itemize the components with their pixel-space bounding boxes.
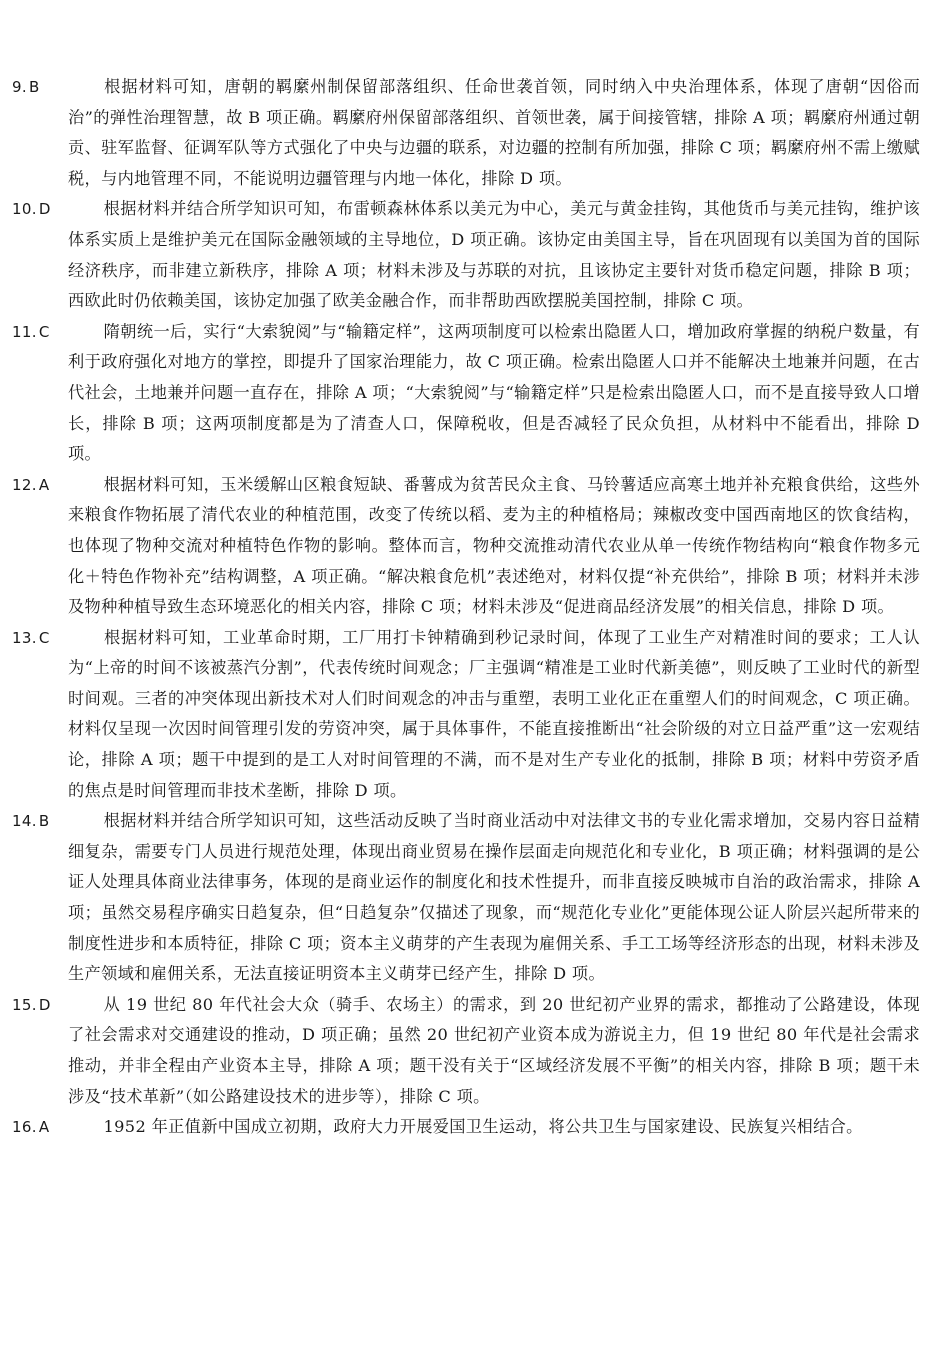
answer-label: 16. A bbox=[12, 1118, 50, 1137]
answer-label: 12. A bbox=[12, 475, 50, 494]
answer-label: 10. D bbox=[12, 200, 51, 219]
answer-item-16 bbox=[12, 1112, 920, 1143]
answer-explanation: 隋朝统一后，实行“大索貌阅”与“输籍定样”，这两项制度可以检索出隐匿人口，增加政府掌握的纳税户数量，有利于政府强化对地方的掌控，即提升了国家治理能力，故 C 项正确。检索出隐匿人口并不能解决土地兼并问题，在古代社会，土地兼并问题一直存在，排除 A 项；“大索貌阅”与“输籍定样”只是检索出隐匿人口，而不是直接导致人口增长，排除 B 项；这两项制度都是为了清查人口，保障税收，但是否减轻了民众负担，从材料中不能看出，排除 D 项。 bbox=[68, 321, 920, 464]
answer-item-15 bbox=[12, 990, 920, 1112]
answer-explanation: 根据材料可知，工业革命时期，工厂用打卡钟精确到秒记录时间，体现了工业生产对精准时间的要求；工人认为“上帝的时间不该被蒸汽分割”，代表传统时间观念；厂主强调“精准是工业时代新美德”，则反映了工业时代的新型时间观。三者的冲突体现出新技术对人们时间观念的冲击与重塑，表明工业化正在重塑人们的时间观念，C 项正确。材料仅呈现一次因时间管理引发的劳资冲突，属于具体事件，不能直接推断出“社会阶级的对立日益严重”这一宏观结论，排除 A 项；题干中提到的是工人对时间管理的不满，而不是对生产专业化的抵制，排除 B 项；材料中劳资矛盾的焦点是时间管理而非技术垄断，排除 D 项。 bbox=[68, 627, 920, 800]
answer-label: 9. B bbox=[12, 78, 40, 96]
answer-label: 11. C bbox=[12, 322, 50, 341]
answer-explanation: 从 19 世纪 80 年代社会大众（骑手、农场主）的需求，到 20 世纪初产业界的需求，都推动了公路建设，体现了社会需求对交通建设的推动，D 项正确；虽然 20 世纪初产业资本成为游说主力，但 19 世纪 80 年代是社会需求推动，并非全程由产业资本主导，排除 A 项；题干没有关于“区域经济发展不平衡”的相关内容，排除 B 项；题干未涉及“技术革新”（如公路建设技术的进步等），排除 C 项。 bbox=[68, 994, 920, 1106]
answer-label: 15. D bbox=[12, 995, 51, 1014]
answer-explanation: 根据材料并结合所学知识可知，这些活动反映了当时商业活动中对法律文书的专业化需求增加，交易内容日益精细复杂，需要专门人员进行规范处理，体现出商业贸易在操作层面走向规范化和专业化，B 项正确；材料强调的是公证人处理具体商业法律事务，体现的是商业运作的制度化和技术性提升，而非直接反映城市自治的政治需求，排除 A 项；虽然交易程序确实日趋复杂，但“日趋复杂”仅描述了现象，而“规范化专业化”更能体现公证人阶层兴起所带来的制度性进步和本质特征，排除 C 项；资本主义萌芽的产生表现为雇佣关系、手工工场等经济形态的出现，材料未涉及生产领域和雇佣关系，无法直接证明资本主义萌芽已经产生，排除 D 项。 bbox=[68, 811, 920, 984]
answer-explanation: 根据材料可知，唐朝的羁縻州制保留部落组织、任命世袭首领，同时纳入中央治理体系，体现了唐朝“因俗而治”的弹性治理智慧，故 B 项正确。羁縻府州保留部落组织、首领世袭，属于间接管辖，排除 A 项；羁縻府州通过朝贡、驻军监督、征调军队等方式强化了中央与边疆的联系，对边疆的控制有所加强，排除 C 项；羁縻府州不需上缴赋税，与内地管理不同，不能说明边疆管理与内地一体化，排除 D 项。 bbox=[68, 77, 920, 188]
answer-item-9 bbox=[12, 72, 920, 194]
answer-item-11 bbox=[12, 317, 920, 470]
answer-label: 13. C bbox=[12, 628, 50, 647]
answer-item-13 bbox=[12, 623, 920, 807]
answer-explanation: 根据材料并结合所学知识可知，布雷顿森林体系以美元为中心，美元与黄金挂钩，其他货币与美元挂钩，维护该体系实质上是维护美元在国际金融领域的主导地位，D 项正确。该协定由美国主导，旨在巩固现有以美国为首的国际经济秩序，而非建立新秩序，排除 A 项；材料未涉及与苏联的对抗，且该协定主要针对货币稳定问题，排除 B 项；西欧此时仍依赖美国，该协定加强了欧美金融合作，而非帮助西欧摆脱美国控制，排除 C 项。 bbox=[68, 199, 920, 311]
answer-item-12 bbox=[12, 470, 920, 623]
answer-explanation: 根据材料可知，玉米缓解山区粮食短缺、番薯成为贫苦民众主食、马铃薯适应高寒土地并补充粮食供给，这些外来粮食作物拓展了清代农业的种植范围，改变了传统以稻、麦为主的种植格局；辣椒改变中国西南地区的饮食结构，也体现了物种交流对种植特色作物的影响。整体而言，物种交流推动清代农业从单一传统作物结构向“粮食作物多元化＋特色作物补充”结构调整，A 项正确。“解决粮食危机”表述绝对，材料仅提“补充供给”，排除 B 项；材料并未涉及物种种植导致生态环境恶化的相关内容，排除 C 项；材料未涉及“促进商品经济发展”的相关信息，排除 D 项。 bbox=[68, 474, 920, 617]
answer-explanation: 1952 年正值新中国成立初期，政府大力开展爱国卫生运动，将公共卫生与国家建设、民族复兴相结合。 bbox=[103, 1117, 863, 1137]
answer-label: 14. B bbox=[12, 812, 50, 831]
answer-item-10 bbox=[12, 194, 920, 316]
answer-item-14 bbox=[12, 806, 920, 990]
